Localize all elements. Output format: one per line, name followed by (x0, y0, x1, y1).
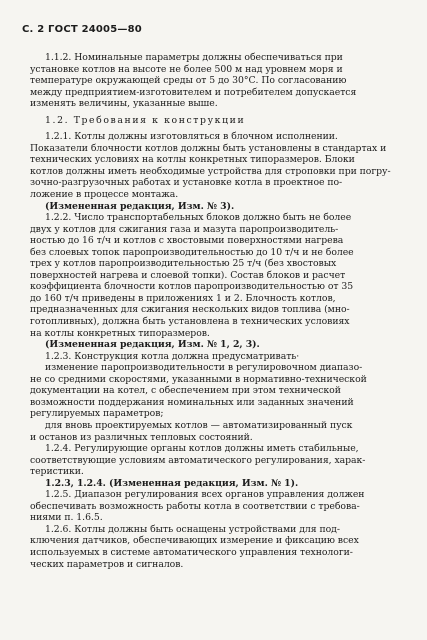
text-line: трех у котлов паропроизводительностью 25 т/ч (без хвостовых (30, 258, 337, 270)
text-line: ложение в процессе монтажа. (30, 189, 179, 201)
text-line: 1.1.2. Номинальные параметры должны обеспечиваться при (45, 52, 343, 63)
revision-note: (Измененная редакция, Изм. № 1, 2, 3). (45, 339, 260, 351)
text-line: не со средними скоростями, указанными в нормативно-технической (30, 373, 367, 385)
text-line: технических условиях на котлы конкретных типоразмеров. Блоки (30, 154, 355, 166)
text-line: 1.2.2. Число транспортабельных блоков должно быть не более (45, 212, 352, 224)
text-line: и останов из различных тепловых состояний. (30, 431, 253, 443)
text-line: 1.2.6. Котлы должны быть оснащены устройствами для под- (45, 523, 340, 535)
document-body (30, 52, 402, 570)
revision-note: (Измененная редакция, Изм. № 3). (45, 200, 235, 212)
text-line: регулируемых параметров; (30, 408, 164, 420)
text-line: температуре окружающей среды от 5 до 30°С. По согласованию (30, 75, 347, 87)
text-line: возможности поддержания номинальных или заданных значений (30, 396, 354, 408)
text-line: ключения датчиков, обеспечивающих измерение и фиксацию всех (30, 535, 359, 547)
text-line: предназначенных для сжигания нескольких видов топлива (мно- (30, 304, 350, 316)
text-line: 1.2.4. Регулирующие органы котлов должны иметь стабильные, (45, 443, 359, 455)
text-line: теристики. (30, 466, 84, 478)
text-line: котлов должны иметь необходимые устройства для строповки при погру- (30, 165, 391, 177)
text-line: обеспечивать возможность работы котла в соответствии с требова- (30, 500, 360, 512)
text-line: коэффициента блочности котлов паропроизводительностью от 35 (30, 281, 354, 293)
text-line: изменять величины, указанные выше. (30, 98, 218, 110)
text-line: 1.2.5. Диапазон регулирования всех органов управления должен (45, 489, 365, 501)
text-line: двух у котлов для сжигания газа и мазута паропроизводитель- (30, 223, 339, 235)
text-line: поверхностей нагрева и слоевой топки). Состав блоков и расчет (30, 269, 346, 281)
text-line: Показатели блочности котлов должны быть установлены в стандартах и (30, 142, 387, 154)
text-line: готопливных), должна быть установлена в технических условиях (30, 316, 350, 328)
text-line: ностью до 16 т/ч и котлов с хвостовыми поверхностями нагрева (30, 235, 344, 247)
revision-note: 1.2.3, 1.2.4. (Измененная редакция, Изм. № 1). (45, 477, 299, 489)
text-line: для вновь проектируемых котлов — автоматизированный пуск (45, 419, 353, 431)
text-line: без слоевых топок паропроизводительностью до 10 т/ч и не более (30, 246, 354, 258)
text-line: ниями п. 1.6.5. (30, 512, 103, 524)
text-line: на котлы конкретных типоразмеров. (30, 327, 210, 339)
text-line: зочно-разгрузочных работах и установке котла в проектное по- (30, 177, 343, 189)
text-line: установке котлов на высоте не более 500 м над уровнем моря и (30, 63, 343, 75)
text-line: 1.2.1. Котлы должны изготовляться в блочном исполнении. (45, 131, 338, 143)
text-line: между предприятием-изготовителем и потребителем допускается (30, 86, 357, 98)
text-line: соответствующие условиям автоматического регулирования, харак- (30, 454, 366, 466)
text-line: 1.2.3. Конструкция котла должна предусматривать· (45, 350, 300, 362)
section-heading: 1.2. Требования к конструкции (45, 114, 246, 126)
text-line: документации на котел, с обеспечением при этом технической (30, 385, 341, 397)
page-header: С. 2 ГОСТ 24005—80 (22, 24, 142, 35)
text-line: используемых в системе автоматического управления технологи- (30, 546, 353, 558)
text-line: до 160 т/ч приведены в приложениях 1 и 2. Блочность котлов, (30, 292, 336, 304)
text-line: ческих параметров и сигналов. (30, 558, 184, 570)
text-line: изменение паропроизводительности в регулировочном диапазо- (45, 362, 363, 374)
